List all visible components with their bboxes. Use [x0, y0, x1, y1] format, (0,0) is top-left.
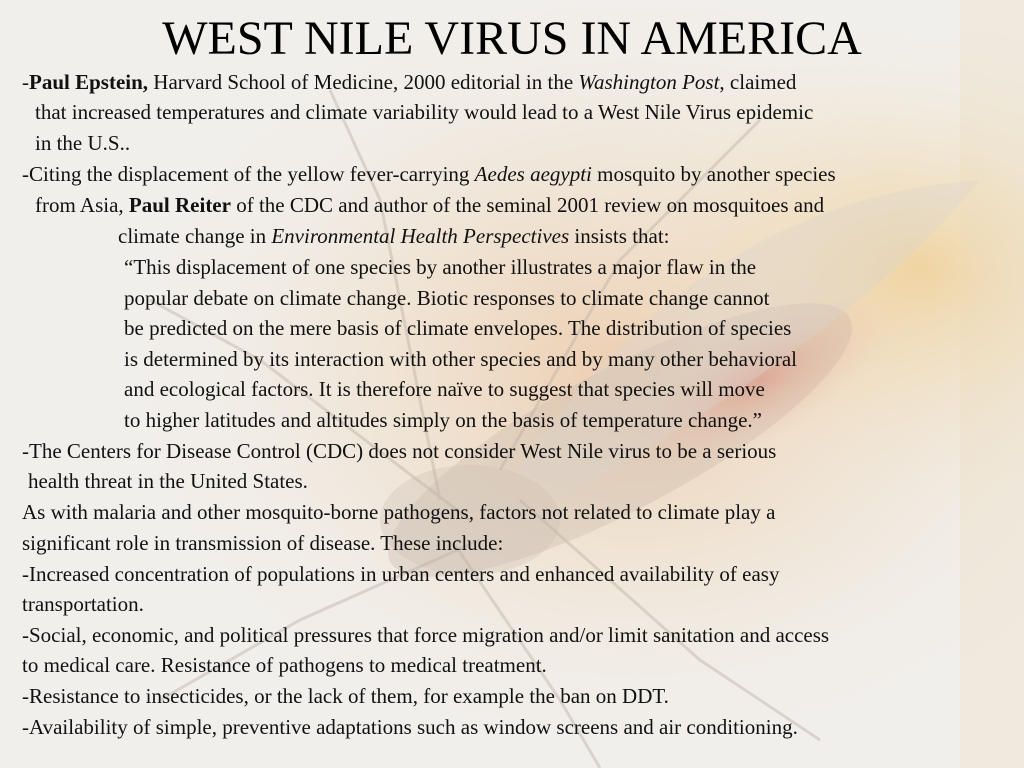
quote-line: to higher latitudes and altitudes simply on the basis of temperature change.”	[124, 408, 762, 432]
factor-line: transportation.	[22, 592, 144, 616]
reiter-text-1: -Citing the displacement of the yellow fever-carrying	[22, 162, 475, 186]
epstein-dash: -	[22, 70, 29, 94]
malaria-line-2: significant role in transmission of disease. These include:	[22, 531, 504, 555]
epstein-line-1	[22, 68, 796, 96]
quote-line: be predicted on the mere basis of climate envelopes. The distribution of species	[124, 316, 792, 340]
quote-line: popular debate on climate change. Biotic responses to climate change cannot	[124, 286, 770, 310]
reiter-line-2	[35, 191, 824, 219]
quote-line: “This displacement of one species by another illustrates a major flaw in the	[124, 255, 757, 279]
reiter-line-1	[22, 160, 836, 188]
factor-line: -Availability of simple, preventive adaptations such as window screens and air conditioning.	[22, 715, 798, 739]
epstein-text-2: , claimed	[719, 70, 797, 94]
cdc-line-1: -The Centers for Disease Control (CDC) does not consider West Nile virus to be a serious	[22, 439, 777, 463]
reiter-line-3-post: insists that:	[569, 224, 670, 248]
epstein-name: Paul Epstein,	[29, 70, 149, 94]
page-title: WEST NILE VIRUS IN AMERICA	[162, 12, 862, 65]
factor-line: -Increased concentration of populations in urban centers and enhanced availability of easy	[22, 562, 780, 586]
epstein-line-2: that increased temperatures and climate variability would lead to a West Nile Virus epidemic	[35, 100, 814, 124]
reiter-name: Paul Reiter	[128, 193, 231, 217]
epstein-line-3: in the U.S..	[35, 131, 131, 155]
cdc-line-2: health threat in the United States.	[28, 469, 308, 493]
reiter-line-2-pre: from Asia,	[35, 193, 129, 217]
factor-line: -Resistance to insecticides, or the lack of them, for example the ban on DDT.	[22, 684, 669, 708]
quote-line: is determined by its interaction with other species and by many other behavioral	[124, 347, 797, 371]
quote-line: and ecological factors. It is therefore naïve to suggest that species will move	[124, 377, 765, 401]
malaria-line-1: As with malaria and other mosquito-borne pathogens, factors not related to climate play a	[22, 500, 776, 524]
epstein-text-1: Harvard School of Medicine, 2000 editorial in the	[148, 70, 579, 94]
factor-line: -Social, economic, and political pressures that force migration and/or limit sanitation and access	[22, 623, 830, 647]
factor-line: to medical care. Resistance of pathogens to medical treatment.	[22, 653, 547, 677]
epstein-publication: Washington Post	[578, 70, 720, 94]
reiter-line-3	[118, 222, 670, 250]
reiter-line-3-pre: climate change in	[118, 224, 272, 248]
reiter-journal: Environmental Health Perspectives	[271, 224, 570, 248]
reiter-species: Aedes aegypti	[474, 162, 592, 186]
reiter-line-2-post: of the CDC and author of the seminal 2001 review on mosquitoes and	[230, 193, 825, 217]
reiter-text-2: mosquito by another species	[591, 162, 836, 186]
